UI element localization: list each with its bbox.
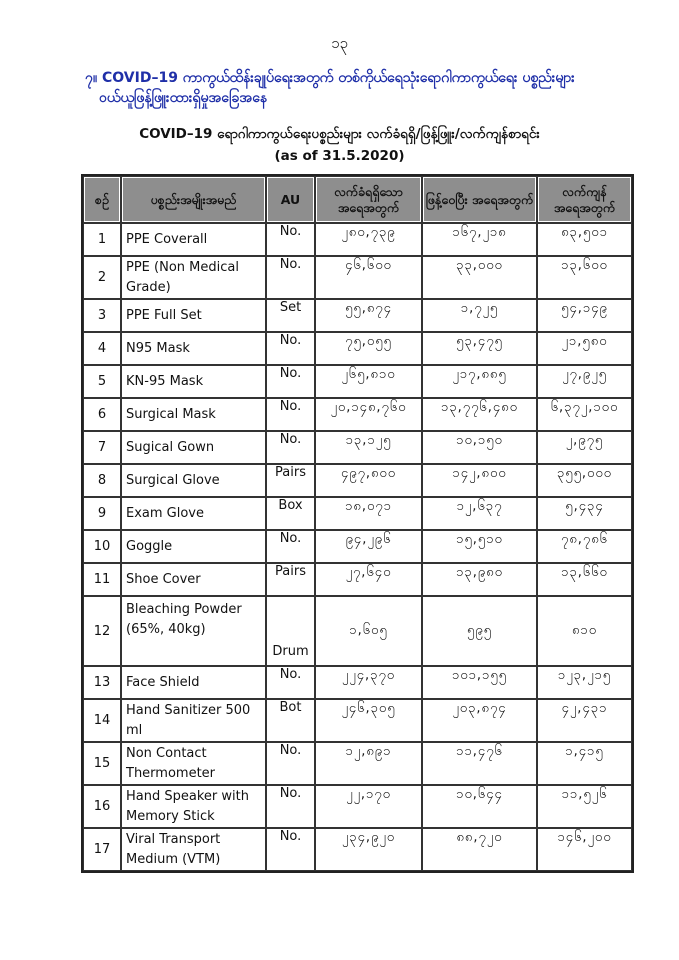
cell-unit: No. [266,785,315,828]
cell-item-name: Viral Transport Medium (VTM) [121,828,266,871]
cell-item-name: Sugical Gown [121,431,266,464]
section-heading [85,68,645,108]
cell-item-name: Shoe Cover [121,563,266,596]
cell-received: ၁,၆၀၅ [315,596,422,666]
table-row [83,299,632,332]
cell-balance: ၁၃,၆၀၀ [537,256,632,299]
cell-received: ၂၀,၁၄၈,၇၆၀ [315,398,422,431]
table-row [83,666,632,699]
cell-unit: No. [266,365,315,398]
cell-serial: 8 [83,464,121,497]
cell-distributed: ၅၃,၄၇၅ [422,332,537,365]
cell-balance: ၁၄၆,၂၀၀ [537,828,632,871]
cell-distributed: ၁၃,၉၈၀ [422,563,537,596]
table-row [83,398,632,431]
cell-balance: ၄၂,၄၃၁ [537,699,632,742]
cell-balance: ၁၁,၅၂၆ [537,785,632,828]
cell-serial: 16 [83,785,121,828]
cell-distributed: ၈၈,၇၂၀ [422,828,537,871]
cell-unit: No. [266,398,315,431]
cell-item-name: Bleaching Powder (65%, 40kg) [121,596,266,666]
cell-distributed: ၅၉၅ [422,596,537,666]
cell-distributed: ၂၀၃,၈၇၄ [422,699,537,742]
table-row [83,223,632,256]
section-heading-line-2: ဝယ်ယူဖြန့်ဖြူးထားရှိမှုအခြေအနေ [99,90,268,106]
cell-item-name: Exam Glove [121,497,266,530]
cell-unit: Set [266,299,315,332]
page-number: ၁၃ [331,34,348,52]
cell-received: ၄၉၇,၈၀၀ [315,464,422,497]
section-heading-line-1: ၇။ COVID–19 ကာကွယ်ထိန်းချုပ်ရေးအတွက် တစ်ကိုယ်ရေသုံးရောဂါကာကွယ်ရေး ပစ္စည်းများ [85,70,575,86]
cell-balance: ၇၈,၇၈၆ [537,530,632,563]
cell-serial: 13 [83,666,121,699]
cell-received: ၂၆၅,၈၁၀ [315,365,422,398]
cell-item-name: Hand Sanitizer 500 ml [121,699,266,742]
cell-serial: 12 [83,596,121,666]
cell-serial: 4 [83,332,121,365]
cell-received: ၇၅,၀၅၅ [315,332,422,365]
cell-item-name: Hand Speaker with Memory Stick [121,785,266,828]
cell-item-name: Non Contact Thermometer [121,742,266,785]
header-distributed: ဖြန့်ဝေပြီး အရေအတွက် [422,176,537,223]
cell-balance: ၅,၄၃၄ [537,497,632,530]
cell-distributed: ၁၄၂,၈၀၀ [422,464,537,497]
cell-received: ၁၈,၀၇၁ [315,497,422,530]
header-received: လက်ခံရရှိသော အရေအတွက် [315,176,422,223]
table-row [83,742,632,785]
cell-item-name: N95 Mask [121,332,266,365]
cell-balance: ၆,၃၇၂,၁၀၀ [537,398,632,431]
cell-balance: ၃၅၅,၀၀၀ [537,464,632,497]
header-unit: AU [266,176,315,223]
table-row [83,332,632,365]
table-date: (as of 31.5.2020) [274,148,405,164]
cell-item-name: Goggle [121,530,266,563]
inventory-table [81,174,634,873]
header-serial: စဉ် [83,176,121,223]
cell-item-name: Surgical Glove [121,464,266,497]
cell-balance: ၈၃,၅၀၁ [537,223,632,256]
table-row [83,785,632,828]
cell-balance: ၈၁၀ [537,596,632,666]
cell-distributed: ၂၁၇,၈၈၅ [422,365,537,398]
cell-distributed: ၁၆၇,၂၁၈ [422,223,537,256]
cell-serial: 7 [83,431,121,464]
header-balance: လက်ကျန် အရေအတွက် [537,176,632,223]
cell-distributed: ၁၅,၅၁၀ [422,530,537,563]
cell-item-name: PPE Coverall [121,223,266,256]
cell-unit: No. [266,332,315,365]
cell-received: ၂၄၆,၃၀၅ [315,699,422,742]
table-row [83,699,632,742]
cell-item-name: Face Shield [121,666,266,699]
cell-distributed: ၁၂,၆၃၇ [422,497,537,530]
cell-unit: No. [266,530,315,563]
cell-unit: No. [266,666,315,699]
table-row [83,596,632,666]
cell-unit: No. [266,223,315,256]
cell-serial: 14 [83,699,121,742]
cell-serial: 6 [83,398,121,431]
cell-item-name: KN-95 Mask [121,365,266,398]
cell-serial: 1 [83,223,121,256]
table-row [83,431,632,464]
cell-distributed: ၁၃,၇၇၆,၄၈၀ [422,398,537,431]
cell-serial: 9 [83,497,121,530]
cell-serial: 15 [83,742,121,785]
cell-distributed: ၁,၇၂၅ [422,299,537,332]
cell-balance: ၂၇,၉၂၅ [537,365,632,398]
cell-unit: Bot [266,699,315,742]
cell-unit: Pairs [266,563,315,596]
cell-distributed: ၁၁,၄၇၆ [422,742,537,785]
cell-unit: No. [266,828,315,871]
cell-unit: No. [266,742,315,785]
table-row [83,256,632,299]
header-item-name: ပစ္စည်းအမျိုးအမည် [121,176,266,223]
cell-received: ၁၃,၁၂၅ [315,431,422,464]
table-row [83,464,632,497]
cell-received: ၂၃၄,၉၂၀ [315,828,422,871]
cell-serial: 17 [83,828,121,871]
table-row [83,530,632,563]
cell-distributed: ၁၀၁,၁၅၅ [422,666,537,699]
table-header-row [83,176,632,223]
cell-received: ၄၆,၆၀၀ [315,256,422,299]
cell-distributed: ၁၀,၁၅၀ [422,431,537,464]
cell-serial: 2 [83,256,121,299]
cell-serial: 10 [83,530,121,563]
cell-received: ၅၅,၈၇၄ [315,299,422,332]
table-row [83,563,632,596]
cell-serial: 5 [83,365,121,398]
cell-serial: 3 [83,299,121,332]
cell-balance: ၂,၉၇၅ [537,431,632,464]
table-row [83,497,632,530]
cell-received: ၁၂,၈၉၁ [315,742,422,785]
cell-unit: Box [266,497,315,530]
cell-balance: ၁၃,၆၆၀ [537,563,632,596]
cell-item-name: PPE (Non Medical Grade) [121,256,266,299]
cell-received: ၂၇,၆၄၀ [315,563,422,596]
cell-unit: No. [266,431,315,464]
cell-distributed: ၁၀,၆၄၄ [422,785,537,828]
cell-item-name: PPE Full Set [121,299,266,332]
cell-received: ၂၈၀,၇၃၉ [315,223,422,256]
table-title: COVID–19 ရောဂါကာကွယ်ရေးပစ္စည်းများ လက်ခံရရှိ/ဖြန့်ဖြူး/လက်ကျန်စာရင်း [139,126,540,142]
cell-balance: ၅၄,၁၄၉ [537,299,632,332]
cell-received: ၂၂၄,၃၇၀ [315,666,422,699]
cell-item-name: Surgical Mask [121,398,266,431]
cell-balance: ၁,၄၁၅ [537,742,632,785]
table-row [83,828,632,871]
cell-serial: 11 [83,563,121,596]
cell-distributed: ၃၃,၀၀၀ [422,256,537,299]
cell-balance: ၂၁,၅၈၀ [537,332,632,365]
cell-unit: No. [266,256,315,299]
cell-balance: ၁၂၃,၂၁၅ [537,666,632,699]
cell-received: ၉၄,၂၉၆ [315,530,422,563]
table-row [83,365,632,398]
cell-received: ၂၂,၁၇၀ [315,785,422,828]
cell-unit: Drum [266,596,315,666]
cell-unit: Pairs [266,464,315,497]
